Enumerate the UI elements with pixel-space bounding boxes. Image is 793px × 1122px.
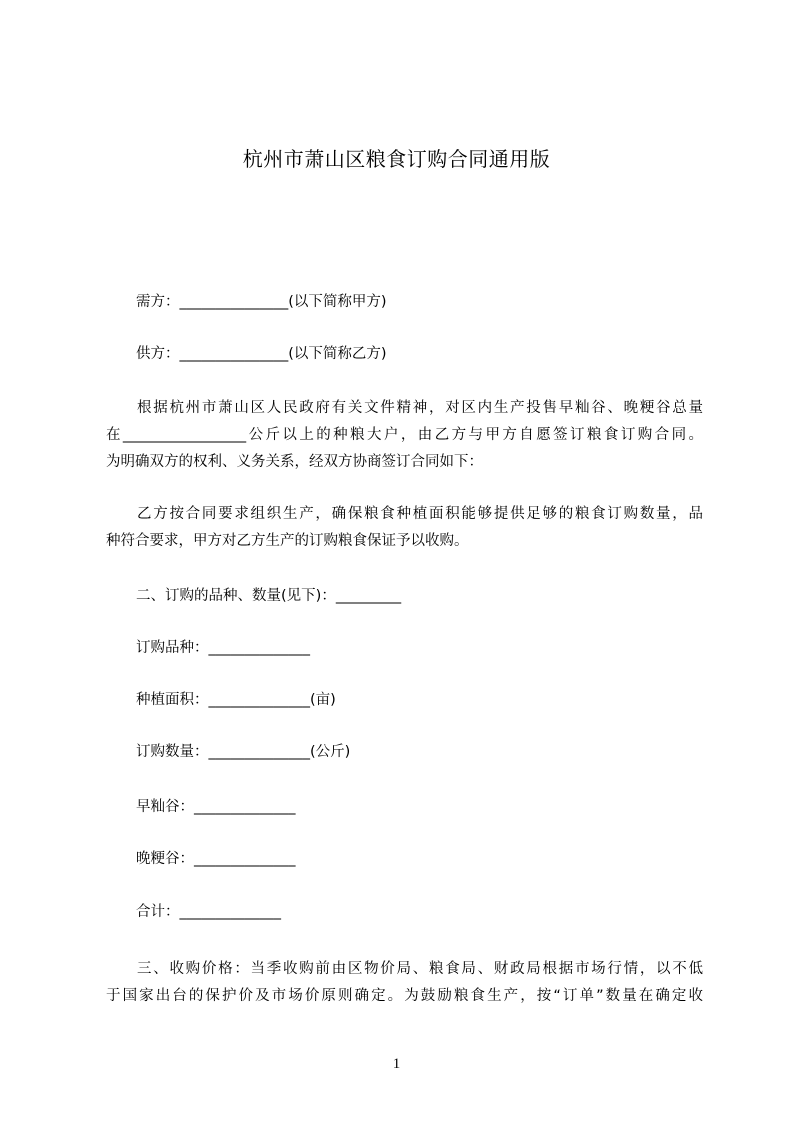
page-number: 1 (392, 1056, 401, 1072)
intro-paragraph-line-2: 在_________________公斤以上的种粮大户，由乙方与甲方自愿签订粮食订购合同。 (106, 427, 703, 443)
buyer-line: 需方：_______________(以下简称甲方) (136, 294, 387, 310)
section-three-line-2: 于国家出台的保护价及市场价原则确定。为鼓励粮食生产，按“订单”数量在确定收 (106, 988, 703, 1004)
early-rice-field: 早籼谷：______________ (136, 799, 296, 815)
order-variety-field: 订购品种：______________ (136, 640, 310, 656)
intro-paragraph-line-1: 根据杭州市萧山区人民政府有关文件精神，对区内生产投售早籼谷、晚粳谷总量 (137, 400, 703, 416)
clause-one-paragraph (106, 501, 703, 555)
late-rice-field: 晚粳谷：______________ (136, 851, 296, 867)
clause-one-line-1: 乙方按合同要求组织生产，确保粮食种植面积能够提供足够的粮食订购数量，品 (137, 506, 703, 522)
intro-paragraph-line-3: 为明确双方的权利、义务关系，经双方协商签订合同如下： (106, 454, 483, 470)
intro-paragraph (106, 395, 703, 476)
section-three-line-1: 三、收购价格：当季收购前由区物价局、粮食局、财政局根据市场行情，以不低 (137, 961, 703, 977)
supplier-line: 供方：_______________(以下简称乙方) (136, 346, 387, 362)
clause-one-line-2: 种符合要求，甲方对乙方生产的订购粮食保证予以收购。 (106, 533, 469, 549)
section-three-paragraph (106, 956, 703, 1010)
total-field: 合计：______________ (136, 904, 281, 920)
document-title: 杭州市萧山区粮食订购合同通用版 (242, 147, 551, 171)
planting-area-field: 种植面积：______________(亩) (136, 692, 336, 708)
order-quantity-field: 订购数量：______________(公斤) (136, 744, 351, 760)
section-two-heading: 二、订购的品种、数量(见下)：_________ (136, 588, 402, 604)
